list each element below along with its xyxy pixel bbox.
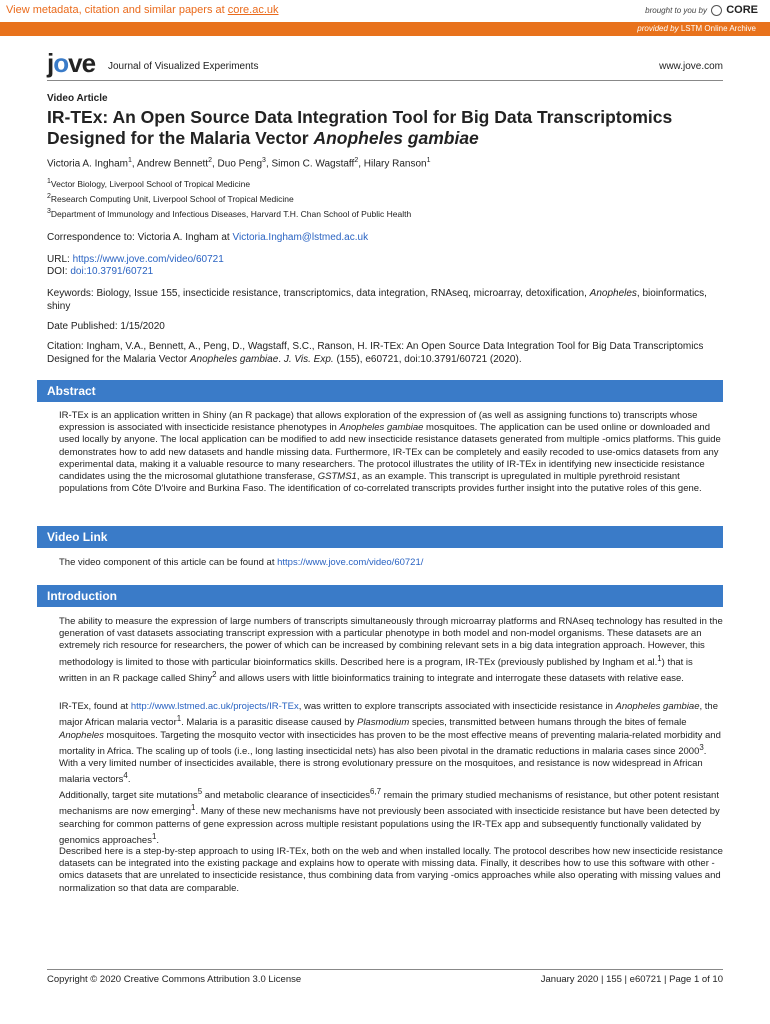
article-url-link[interactable]: https://www.jove.com/video/60721 xyxy=(72,254,224,265)
keywords xyxy=(47,287,707,313)
abstract-part: , as an example. This transcript is upregulated in multiple pyrethroid resistant populations from Côte D'Ivoire and Burkina Faso. The identification of co-correlated transcripts provides further insight into the putative roles of this gene. xyxy=(59,471,702,495)
title-species: Anopheles gambiae xyxy=(313,128,479,148)
intro-italic: Anopheles gambiae xyxy=(615,701,700,712)
citation-end: (155), e60721, doi:10.3791/60721 (2020). xyxy=(333,354,522,365)
brought-to-you xyxy=(645,4,758,16)
author-sup: 1 xyxy=(127,157,132,164)
intro-paragraph-1 xyxy=(59,616,723,685)
provided-by-bar xyxy=(0,22,770,36)
core-link[interactable]: core.ac.uk xyxy=(227,4,279,16)
video-link-header: Video Link xyxy=(37,526,723,548)
intro-text: . xyxy=(156,835,159,847)
core-logo-icon xyxy=(711,5,722,16)
article-title xyxy=(47,107,727,149)
intro-text: and metabolic clearance of insecticides xyxy=(202,790,371,802)
header-divider xyxy=(47,80,723,81)
ref-sup: 5 xyxy=(197,787,203,796)
irtex-link[interactable]: http://www.lstmed.ac.uk/projects/IR-TEx xyxy=(130,701,299,712)
logo-j: j xyxy=(47,48,54,78)
abstract-header: Abstract xyxy=(37,380,723,402)
keywords-label: Keywords: xyxy=(47,288,97,299)
date-published: Date Published: 1/15/2020 xyxy=(47,321,165,332)
abstract-part: IR-TEx is an application written in Shiny (an R package) that allows exploration of the expression of (as well as assigning functions to) transcripts whose expression is associated with insecticide resistance phenotypes in xyxy=(59,410,698,434)
author: Duo Peng xyxy=(217,158,263,170)
journal-url[interactable]: www.jove.com xyxy=(659,61,723,72)
aff-sup: 1 xyxy=(47,178,51,185)
keywords-italic: Anopheles xyxy=(589,288,637,299)
intro-text: , the major African malaria vector xyxy=(59,701,718,729)
footer-divider xyxy=(47,969,723,970)
core-link-prefix: View metadata, citation and similar papers at xyxy=(6,4,228,16)
title-main: IR-TEx: An Open Source Data Integration Tool for Big Data Transcriptomics Designed for the Malaria Vector xyxy=(47,107,673,148)
intro-text: ) that is written in an R package called Shiny xyxy=(59,656,693,685)
core-metadata-text xyxy=(6,4,279,16)
ref-sup: 1 xyxy=(191,803,196,813)
abstract-text xyxy=(59,410,723,495)
author-sup: 1 xyxy=(426,157,431,164)
aff-text: Research Computing Unit, Liverpool School of Tropical Medicine xyxy=(50,193,294,204)
citation xyxy=(47,340,707,366)
intro-text: IR-TEx, found at xyxy=(59,701,131,712)
citation-journal: J. Vis. Exp. xyxy=(283,354,334,365)
core-banner xyxy=(0,0,770,22)
citation-species: Anopheles gambiae xyxy=(189,354,279,365)
intro-paragraph-2 xyxy=(59,701,723,787)
intro-text: . xyxy=(127,774,131,786)
intro-text: . Many of these new mechanisms have not previously been associated with insecticide resistance but have been detected by searching for common patterns of gene expression across multiple resistant populations using the IR-TEx app and subsequently functionally validated by genomics approaches xyxy=(59,806,720,847)
intro-text: . Malaria is a parasitic disease caused by xyxy=(181,717,357,729)
keywords-text: Biology, Issue 155, insecticide resistance, transcriptomics, data integration, RNAseq, microarray, detoxification, xyxy=(96,288,590,299)
intro-text: Additionally, target site mutations xyxy=(59,790,198,802)
citation-text: Citation: Ingham, V.A., Bennett, A., Peng, D., Wagstaff, S.C., Ranson, H. IR-TEx: An Open Source Data Integration Tool for Big Data Transcriptomics Designed for the Malaria Vector xyxy=(47,341,704,365)
logo-o: o xyxy=(53,48,69,78)
abstract-part: mosquitoes. The application can be used online or downloaded and used locally by anyone. The local application can be modified to add new insecticide resistance datasets generated from multiple -omics platforms. This guide demonstrates how to add new datasets and handle missing data. Furthermore, IR-TEx can be completely and easily recoded to use-omics datasets from any experimental data, making it a valuable resource to many researchers. The protocol illustrates the utility of IR-TEx in identifying new insecticide resistance candidates using the the microsomal glutathione transferase, xyxy=(59,422,721,483)
intro-text: species, transmitted between humans through the bites of female xyxy=(409,717,687,729)
affiliation xyxy=(47,178,250,189)
aff-text: Vector Biology, Liverpool School of Tropical Medicine xyxy=(50,178,251,189)
correspondence xyxy=(47,232,368,243)
intro-italic: Anopheles xyxy=(59,729,104,741)
abstract-italic: Anopheles gambiae xyxy=(339,422,424,434)
ref-sup: 6,7 xyxy=(370,787,382,796)
intro-text: mosquitoes. Targeting the mosquito vector with insecticides has proven to be the most effective means of preventing malaria-related morbidity and mortality in Africa. The scaling up of tools (i.e., long lasting insecticidal nets) has also been pivotal in the dramatic reductions in malaria cases since 2000 xyxy=(59,729,721,757)
ref-sup: 3 xyxy=(699,742,704,752)
ref-sup: 1 xyxy=(176,714,182,724)
intro-text: and allows users with little bioinformatics training to integrate and interrogate these datasets with relative ease. xyxy=(216,673,684,685)
footer-copyright: Copyright © 2020 Creative Commons Attribution 3.0 License xyxy=(47,974,302,985)
video-link-text xyxy=(59,557,723,569)
logo-ve: ve xyxy=(68,48,96,78)
ref-sup: 1 xyxy=(657,653,662,663)
citation-sep: . xyxy=(278,354,284,365)
provider-name[interactable]: LSTM Online Archive xyxy=(680,24,756,33)
corr-label: Correspondence to: Victoria A. Ingham at xyxy=(47,232,233,243)
author: Simon C. Wagstaff xyxy=(271,158,355,170)
provided-by-label: provided by xyxy=(637,24,679,33)
intro-text: The ability to measure the expression of large numbers of transcripts simultaneously through microarray platforms and RNAseq technology has resulted in the generation of vast datasets associating transcript expression with a particular phenotype in both model and non-model organisms. These datasets are an extremely rich resource for researchers, the power of which can be increased by combining relevant sets in a big data integration approach. However, this methodology is limited to those with particular bioinformatics skills. Described here is a program, IR-TEx (previously published by Ingham et al. xyxy=(59,616,723,668)
author-list: Victoria A. Ingham$^1$, Andrew Bennett$^2$, Duo Peng$^3$, Simon C. Wagstaff$^2$, Hilary Ranson$^1$ xyxy=(47,157,431,170)
journal-name: Journal of Visualized Experiments xyxy=(108,61,259,72)
intro-text: . With a very limited number of insecticides available, there is strong evolutionary pressure on the mosquitoes, and resistance is now widespread in African malaria vectors xyxy=(59,745,707,786)
keywords-end: , bioinformatics, shiny xyxy=(47,288,707,312)
video-url-link[interactable]: https://www.jove.com/video/60721/ xyxy=(277,557,424,568)
ref-sup: 4 xyxy=(123,771,128,781)
intro-paragraph-4: Described here is a step-by-step approach to using IR-TEx, both on the web and when installed locally. The protocol describes how new insecticide resistance datasets can be integrated into the existing package and explains how to operate with missing data. Finally, it describes how to use this software with other -omics datasets that are unrelated to insecticide resistance, thus combining data from varying -omics approaches while also operating with missing values and normalization so that data are comparable. xyxy=(59,846,723,894)
author-sup: 2 xyxy=(354,157,359,164)
brought-text: brought to you by xyxy=(645,6,707,15)
aff-sup: 2 xyxy=(47,193,51,200)
ref-sup: 1 xyxy=(151,831,157,841)
doi-link[interactable]: doi:10.3791/60721 xyxy=(70,266,154,277)
article-type: Video Article xyxy=(47,93,108,104)
author-sup: 3 xyxy=(262,157,266,164)
provided-by-text xyxy=(637,24,756,33)
abstract-italic: GSTMS1 xyxy=(317,471,357,483)
aff-text: Department of Immunology and Infectious Diseases, Harvard T.H. Chan School of Public Health xyxy=(50,208,412,219)
intro-paragraph-3 xyxy=(59,786,723,847)
aff-sup: 3 xyxy=(47,208,51,215)
author: Hilary Ranson xyxy=(363,158,427,170)
url-line xyxy=(47,254,224,265)
ref-sup: 2 xyxy=(212,669,217,679)
intro-text: , was written to explore transcripts associated with insecticide resistance in xyxy=(298,701,616,712)
affiliation xyxy=(47,208,411,219)
footer-page-info: January 2020 | 155 | e60721 | Page 1 of 10 xyxy=(540,974,723,985)
doi-label: DOI: xyxy=(47,266,71,277)
video-text: The video component of this article can be found at xyxy=(59,557,278,568)
intro-text: remain the primary studied mechanisms of resistance, but other potent resistant mechanisms are now emerging xyxy=(59,790,719,818)
author-sup: 2 xyxy=(208,157,212,164)
affiliation xyxy=(47,193,294,204)
author: Andrew Bennett xyxy=(136,158,209,170)
author: Victoria A. Ingham xyxy=(47,158,128,170)
introduction-header: Introduction xyxy=(37,585,723,607)
url-label: URL: xyxy=(47,254,73,265)
core-logo[interactable]: CORE xyxy=(726,4,758,16)
jove-logo xyxy=(47,48,95,79)
doi-line xyxy=(47,266,153,277)
intro-italic: Plasmodium xyxy=(356,717,410,729)
corr-email-link[interactable]: Victoria.Ingham@lstmed.ac.uk xyxy=(232,232,369,243)
